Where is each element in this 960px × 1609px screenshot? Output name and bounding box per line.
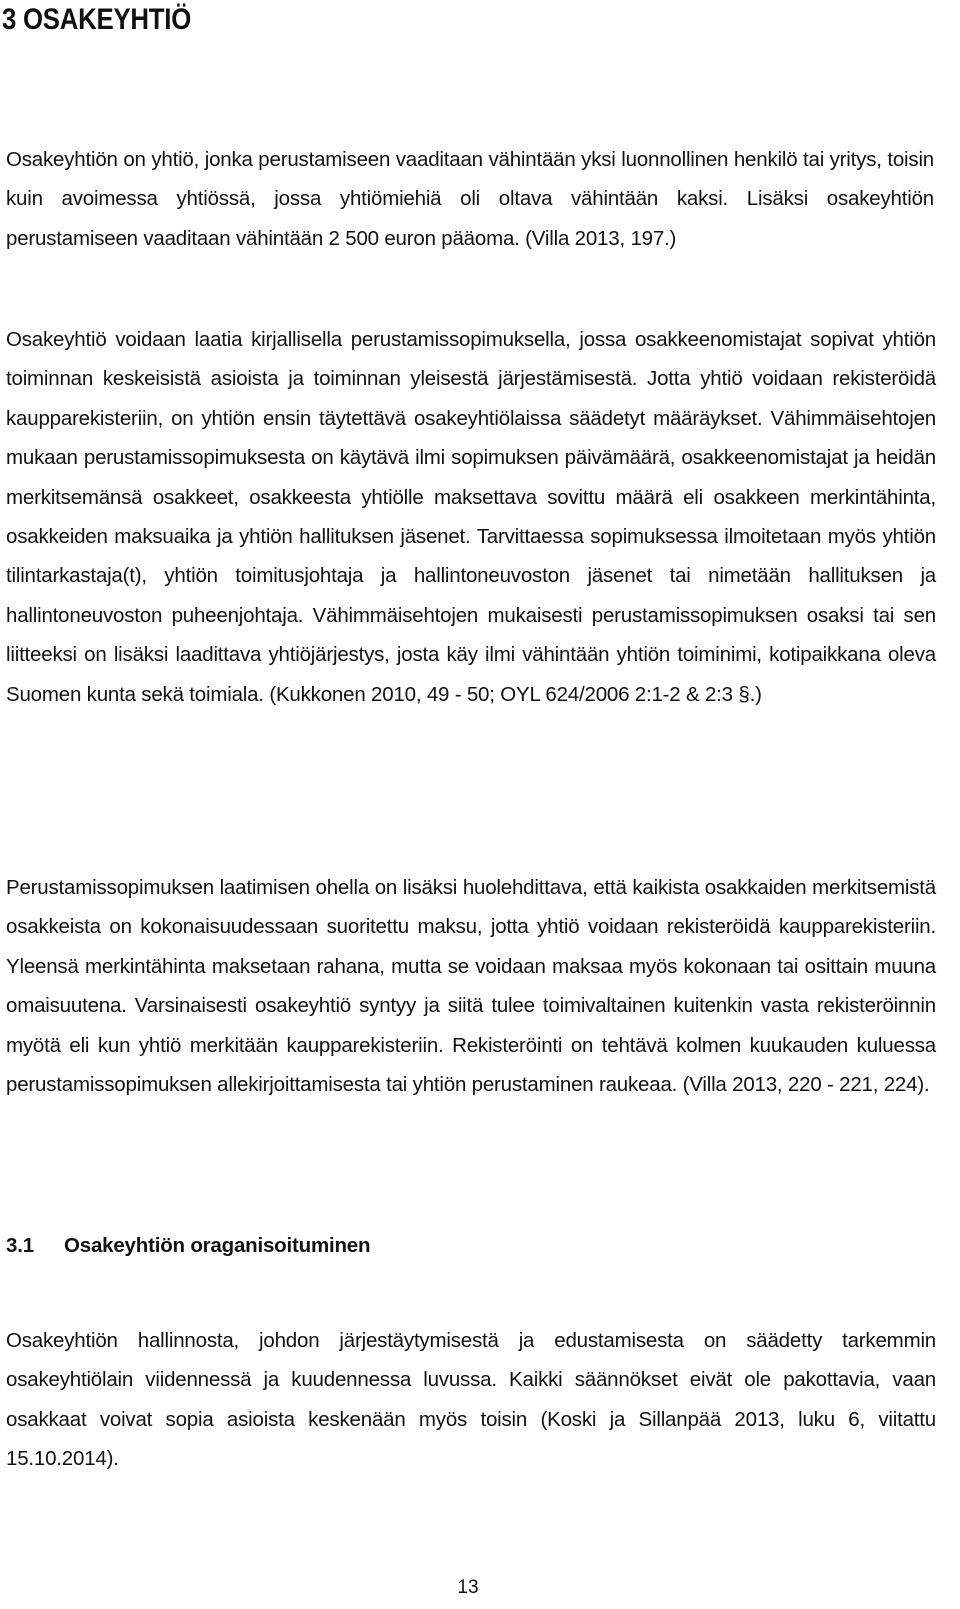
paragraph-organisation: Osakeyhtiön hallinnosta, johdon järjestäytymisestä ja edustamisesta on säädetty tarkemmin osakeyhtiölain viidennessä ja kuudennessa luvussa. Kaikki säännökset eivät ole pakottavia, vaan osakkaat voivat sopia asioista keskenään myös toisin (Koski ja Sillanpää 2013, luku 6, viitattu 15.10.2014).: [6, 1329, 936, 1471]
paragraph-intro: Osakeyhtiön on yhtiö, jonka perustamiseen vaaditaan vähintään yksi luonnollinen henkilö tai yritys, toisin kuin avoimessa yhtiössä, jossa yhtiömiehiä oli oltava vähintään kaksi. Lisäksi osakeyhtiön perustamiseen vaaditaan vähintään 2 500 euron pääoma. (Villa 2013, 197.): [6, 148, 934, 250]
paragraph-registration: Perustamissopimuksen laatimisen ohella on lisäksi huolehdittava, että kaikista osakkaiden merkitsemistä osakkeista on kokonaisuudessaan suoritettu maksu, jotta yhtiö voidaan rekisteröidä kaupparekisteriin. Yleensä merkintähinta maksetaan rahana, mutta se voidaan maksaa myös kokonaan tai osittain muuna omaisuutena. Varsinaisesti osakeyhtiö syntyy ja siitä tulee toimivaltainen kuitenkin vasta rekisteröinnin myötä eli kun yhtiö merkitään kaupparekisteriin. Rekisteröinti on tehtävä kolmen kuukauden kuluessa perustamissopimuksen allekirjoittamisesta tai yhtiön perustaminen raukeaa. (Villa 2013, 220 - 221, 224).: [6, 876, 936, 1097]
page-number: 13: [457, 1577, 479, 1598]
subsection-number: 3.1: [6, 1234, 34, 1257]
chapter-heading: 3 OSAKEYHTIÖ: [2, 3, 192, 36]
paragraph-founding-agreement: Osakeyhtiö voidaan laatia kirjallisella perustamissopimuksella, jossa osakkeenomistajat sopivat yhtiön toiminnan keskeisistä asioista ja toiminnan yleisestä järjestämisestä. Jotta yhtiö voidaan rekisteröidä kaupparekisteriin, on yhtiön ensin täytettävä osakeyhtiölaissa säädetyt määräykset. Vähimmäisehtojen mukaan perustamissopimuksesta on käytävä ilmi sopimuksen päivämäärä, osakkeenomistajat ja heidän merkitsemänsä osakkeet, osakkeesta yhtiölle maksettava sovittu määrä eli osakkeen merkintähinta, osakkeiden maksuaika ja yhtiön hallituksen jäsenet. Tarvittaessa sopimuksessa ilmoitetaan myös yhtiön tilintarkastaja(t), yhtiön toimitusjohtaja ja hallintoneuvoston jäsenet tai nimetään hallituksen ja hallintoneuvoston puheenjohtaja. Vähimmäisehtojen mukaisesti perustamissopimuksen osaksi tai sen liitteeksi on lisäksi laadittava yhtiöjärjestys, josta käy ilmi vähintään yhtiön toiminimi, kotipaikkana oleva Suomen kunta sekä toimiala. (Kukkonen 2010, 49 - 50; OYL 624/2006 2:1-2 & 2:3 §.): [6, 328, 936, 706]
subsection-title: Osakeyhtiön oraganisoituminen: [64, 1234, 371, 1257]
subsection-heading: [6, 1226, 370, 1266]
